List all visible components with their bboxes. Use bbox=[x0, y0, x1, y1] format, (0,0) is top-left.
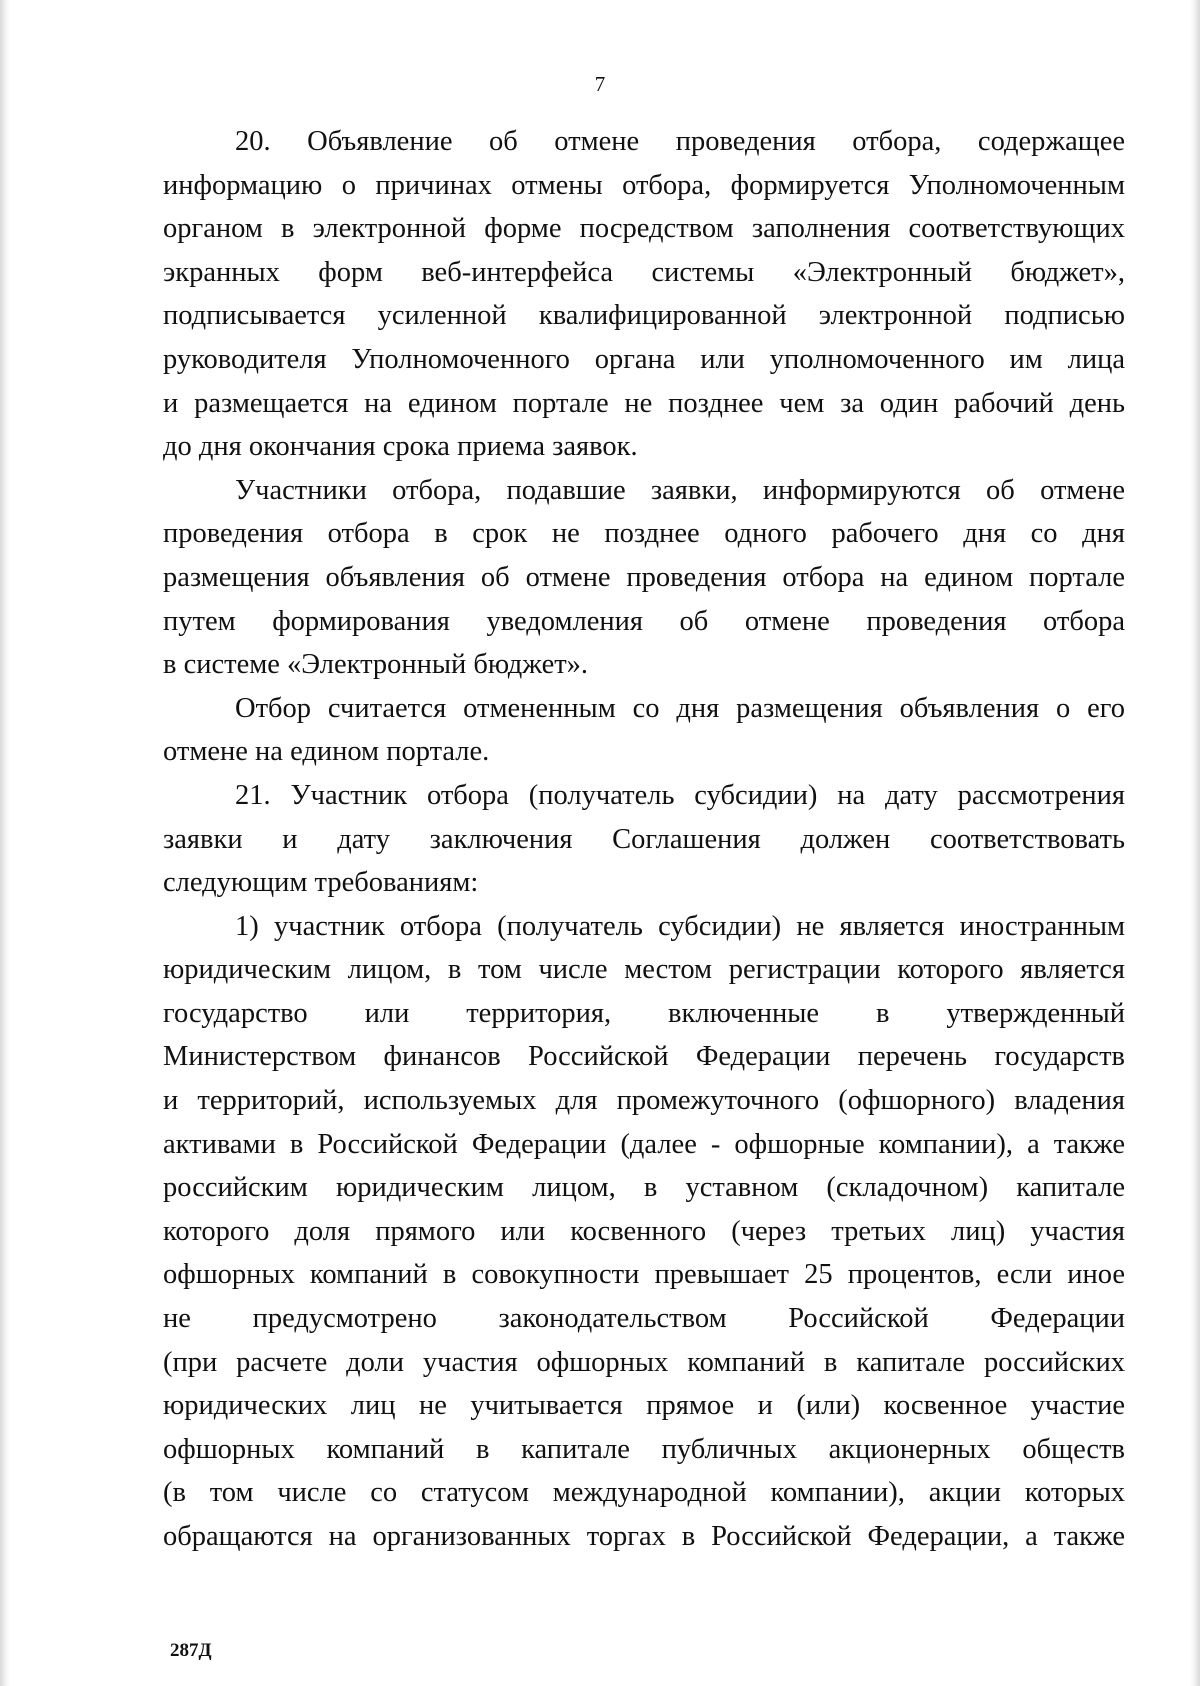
scan-edge-right bbox=[1190, 0, 1200, 1686]
text-line: путем формирования уведомления об отмене проведения отбора bbox=[163, 605, 1125, 637]
text-line: до дня окончания срока приема заявок. bbox=[163, 431, 638, 463]
text-line: 21. Участник отбора (получатель субсидии) на дату рассмотрения bbox=[235, 779, 1125, 811]
text-line: подписывается усиленной квалифицированной электронной подписью bbox=[163, 300, 1125, 332]
text-line: государство или территория, включенные в утвержденный bbox=[163, 997, 1125, 1029]
text-line: следующим требованиям: bbox=[163, 867, 479, 899]
text-line: 20. Объявление об отмене проведения отбора, содержащее bbox=[235, 126, 1125, 157]
text-line: Отбор считается отмененным со дня размещения объявления о его bbox=[235, 692, 1125, 724]
scan-edge-left bbox=[0, 0, 10, 1686]
text-line: и территорий, используемых для промежуточного (офшорного) владения bbox=[163, 1085, 1125, 1117]
text-line: информацию о причинах отмены отбора, формируется Уполномоченным bbox=[163, 169, 1125, 201]
text-line: Участники отбора, подавшие заявки, информируются об отмене bbox=[235, 474, 1125, 506]
paragraph-participants-notified bbox=[163, 469, 1125, 687]
text-line: 1) участник отбора (получатель субсидии) не является иностранным bbox=[235, 910, 1125, 942]
text-line: размещения объявления об отмене проведения отбора на едином портале bbox=[163, 561, 1125, 593]
text-line: активами в Российской Федерации (далее - офшорные компании), а также bbox=[163, 1128, 1125, 1160]
text-line: в системе «Электронный бюджет». bbox=[163, 649, 589, 681]
text-line: юридических лиц не учитывается прямое и (или) косвенное участие bbox=[163, 1390, 1125, 1422]
document-body bbox=[163, 120, 1125, 1559]
page-number: 7 bbox=[594, 72, 606, 96]
text-line: заявки и дату заключения Соглашения должен соответствовать bbox=[163, 823, 1125, 855]
text-line: офшорных компаний в совокупности превышает 25 процентов, если иное bbox=[163, 1259, 1125, 1291]
text-line: (при расчете доли участия офшорных компаний в капитале российских bbox=[163, 1346, 1125, 1378]
text-line: проведения отбора в срок не позднее одного рабочего дня со дня bbox=[163, 518, 1125, 550]
document-code: 287Д bbox=[170, 1640, 212, 1661]
text-line: офшорных компаний в капитале публичных акционерных обществ bbox=[163, 1433, 1125, 1465]
text-line: руководителя Уполномоченного органа или уполномоченного им лица bbox=[163, 343, 1125, 375]
paragraph-requirement-1 bbox=[163, 905, 1125, 1559]
text-line: российским юридическим лицом, в уставном (складочном) капитале bbox=[163, 1172, 1125, 1204]
text-line: не предусмотрено законодательством Российской Федерации bbox=[163, 1303, 1125, 1335]
paragraph-21-requirements bbox=[163, 774, 1125, 905]
paragraph-selection-cancelled bbox=[163, 687, 1125, 774]
text-line: Министерством финансов Российской Федерации перечень государств bbox=[163, 1041, 1125, 1073]
text-line: (в том числе со статусом международной компании), акции которых bbox=[163, 1477, 1125, 1509]
text-line: обращаются на организованных торгах в Российской Федерации, а также bbox=[163, 1521, 1125, 1552]
paragraph-20-announcement bbox=[163, 120, 1125, 469]
text-line: экранных форм веб-интерфейса системы «Электронный бюджет», bbox=[163, 256, 1125, 288]
text-line: органом в электронной форме посредством заполнения соответствующих bbox=[163, 213, 1125, 245]
text-line: отмене на едином портале. bbox=[163, 736, 490, 768]
text-line: которого доля прямого или косвенного (через третьих лиц) участия bbox=[163, 1215, 1125, 1247]
text-line: юридическим лицом, в том числе местом регистрации которого является bbox=[163, 954, 1125, 986]
text-line: и размещается на едином портале не позднее чем за один рабочий день bbox=[163, 387, 1125, 419]
